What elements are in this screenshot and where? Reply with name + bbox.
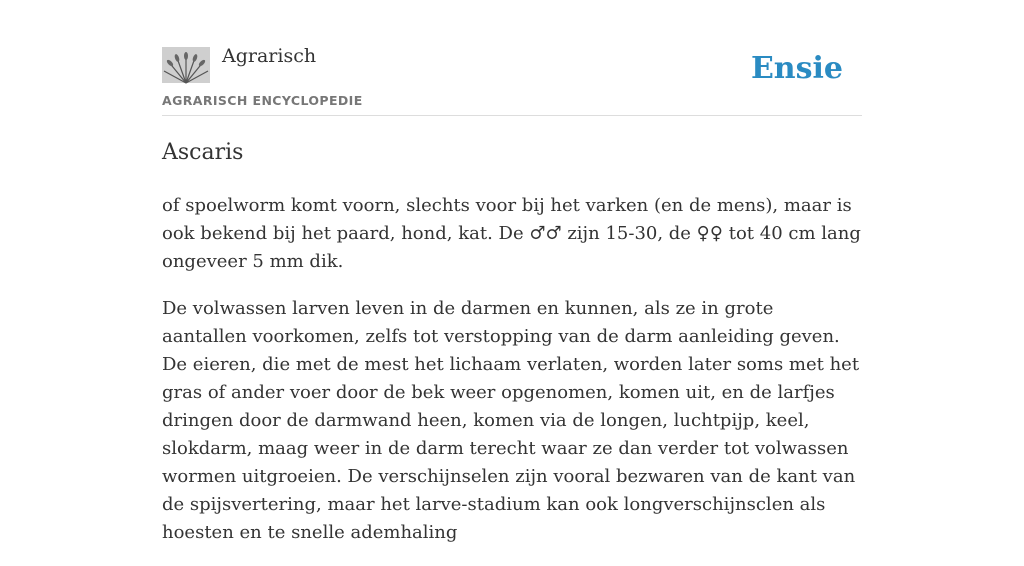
site-name-link[interactable]: Agrarisch <box>222 45 317 67</box>
site-subtitle: AGRARISCH ENCYCLOPEDIE <box>162 93 363 108</box>
article-paragraph: of spoelworm komt voorn, slechts voor bij het varken (en de mens), maar is ook bekend bij het paard, hond, kat. De ♂♂ zijn 15-30, de ♀♀ tot 40 cm lang ongeveer 5 mm dik. <box>162 195 861 272</box>
site-header <box>162 0 862 116</box>
article-body <box>162 192 862 566</box>
article-title: Ascaris <box>162 140 244 165</box>
ensie-brand-link[interactable]: Ensie <box>750 51 843 86</box>
article-paragraph: De volwassen larven leven in de darmen en kunnen, als ze in grote aantallen voorkomen, zelfs tot verstopping van de darm aanleiding geven. De eieren, die met de mest het lichaam verlaten, worden later soms met het gras of ander voer door de bek weer opgenomen, komen uit, en de larfjes dringen door de darmwand heen, komen via de longen, luchtpijp, keel, slokdarm, maag weer in de darm terecht waar ze dan verder tot volwassen wormen uitgroeien. De verschijnselen zijn vooral bezwaren van de kant van de spijsvertering, maar het larve-stadium kan ook longverschijnsclen als hoesten en te snelle ademhaling <box>162 298 860 543</box>
wheat-icon[interactable] <box>162 47 210 83</box>
content-container <box>162 0 862 543</box>
